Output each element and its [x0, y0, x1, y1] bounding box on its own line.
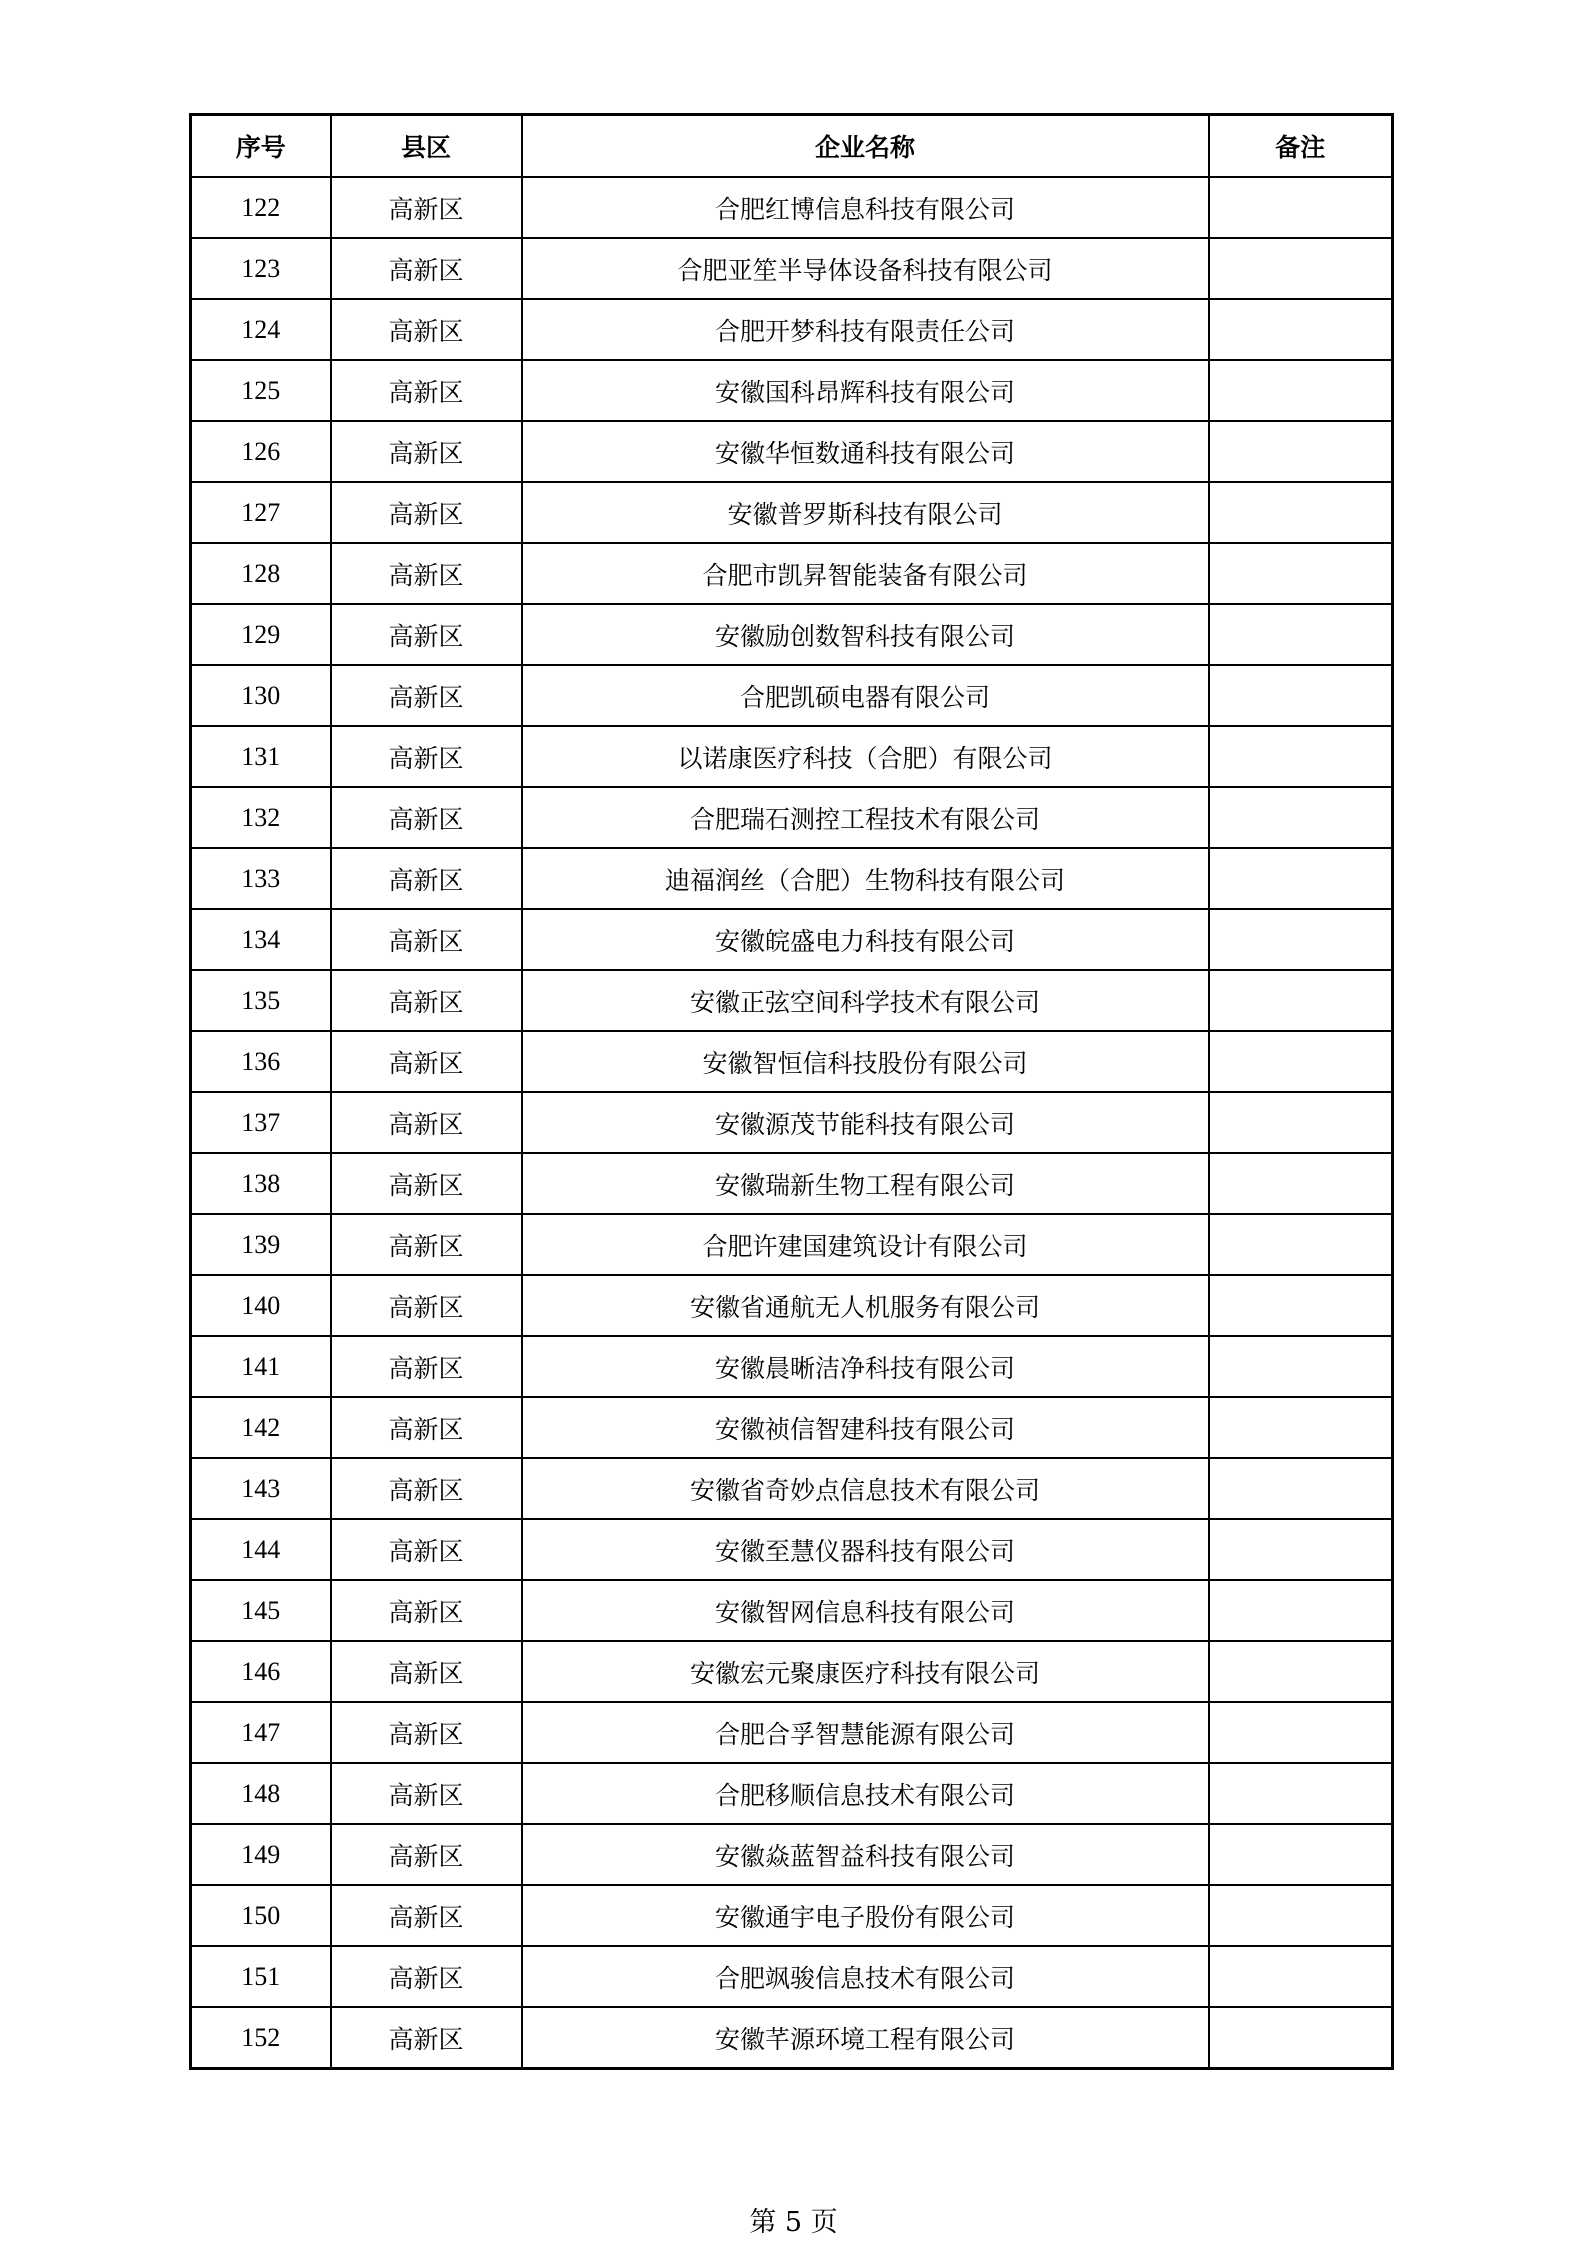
- table-row: [191, 909, 1393, 970]
- cell-company-name: 安徽华恒数通科技有限公司: [522, 421, 1209, 482]
- table-row: [191, 238, 1393, 299]
- cell-district: 高新区: [331, 1397, 522, 1458]
- cell-district: 高新区: [331, 543, 522, 604]
- cell-seq: 143: [191, 1458, 331, 1519]
- cell-note: [1209, 665, 1393, 726]
- table-row: [191, 1824, 1393, 1885]
- table-row: [191, 421, 1393, 482]
- cell-company-name: 安徽正弦空间科学技术有限公司: [522, 970, 1209, 1031]
- cell-note: [1209, 1946, 1393, 2007]
- enterprise-table: [189, 113, 1394, 2070]
- cell-note: [1209, 2007, 1393, 2069]
- cell-district: 高新区: [331, 909, 522, 970]
- cell-district: 高新区: [331, 1092, 522, 1153]
- cell-company-name: 安徽焱蓝智益科技有限公司: [522, 1824, 1209, 1885]
- cell-company-name: 安徽省通航无人机服务有限公司: [522, 1275, 1209, 1336]
- cell-seq: 141: [191, 1336, 331, 1397]
- table-row: [191, 787, 1393, 848]
- header-seq: 序号: [191, 115, 331, 178]
- cell-district: 高新区: [331, 2007, 522, 2069]
- cell-district: 高新区: [331, 1153, 522, 1214]
- cell-note: [1209, 1214, 1393, 1275]
- cell-note: [1209, 299, 1393, 360]
- cell-district: 高新区: [331, 1702, 522, 1763]
- cell-district: 高新区: [331, 1275, 522, 1336]
- cell-district: 高新区: [331, 177, 522, 238]
- cell-company-name: 安徽皖盛电力科技有限公司: [522, 909, 1209, 970]
- cell-note: [1209, 1397, 1393, 1458]
- cell-district: 高新区: [331, 1336, 522, 1397]
- table-row: [191, 1031, 1393, 1092]
- table-row: [191, 1763, 1393, 1824]
- table-row: [191, 665, 1393, 726]
- cell-seq: 151: [191, 1946, 331, 2007]
- cell-note: [1209, 1153, 1393, 1214]
- cell-note: [1209, 1092, 1393, 1153]
- cell-district: 高新区: [331, 1458, 522, 1519]
- cell-company-name: 合肥亚笙半导体设备科技有限公司: [522, 238, 1209, 299]
- cell-district: 高新区: [331, 848, 522, 909]
- cell-district: 高新区: [331, 1031, 522, 1092]
- cell-seq: 138: [191, 1153, 331, 1214]
- cell-note: [1209, 1519, 1393, 1580]
- table-row: [191, 1153, 1393, 1214]
- cell-district: 高新区: [331, 665, 522, 726]
- cell-district: 高新区: [331, 726, 522, 787]
- header-name: 企业名称: [522, 115, 1209, 178]
- cell-company-name: 安徽通宇电子股份有限公司: [522, 1885, 1209, 1946]
- cell-note: [1209, 787, 1393, 848]
- cell-seq: 133: [191, 848, 331, 909]
- table-row: [191, 1214, 1393, 1275]
- cell-note: [1209, 909, 1393, 970]
- cell-company-name: 安徽智网信息科技有限公司: [522, 1580, 1209, 1641]
- cell-note: [1209, 1580, 1393, 1641]
- cell-seq: 125: [191, 360, 331, 421]
- cell-note: [1209, 1824, 1393, 1885]
- cell-note: [1209, 1275, 1393, 1336]
- table-row: [191, 604, 1393, 665]
- table-row: [191, 848, 1393, 909]
- cell-seq: 147: [191, 1702, 331, 1763]
- table-row: [191, 1336, 1393, 1397]
- table-row: [191, 482, 1393, 543]
- cell-company-name: 以诺康医疗科技（合肥）有限公司: [522, 726, 1209, 787]
- cell-note: [1209, 1336, 1393, 1397]
- table-row: [191, 970, 1393, 1031]
- table-row: [191, 1275, 1393, 1336]
- cell-company-name: 合肥市凯昇智能装备有限公司: [522, 543, 1209, 604]
- table-row: [191, 1397, 1393, 1458]
- table-row: [191, 1885, 1393, 1946]
- cell-seq: 123: [191, 238, 331, 299]
- cell-note: [1209, 848, 1393, 909]
- cell-district: 高新区: [331, 299, 522, 360]
- cell-company-name: 合肥瑞石测控工程技术有限公司: [522, 787, 1209, 848]
- cell-district: 高新区: [331, 482, 522, 543]
- table-row: [191, 1702, 1393, 1763]
- cell-note: [1209, 238, 1393, 299]
- cell-note: [1209, 604, 1393, 665]
- cell-district: 高新区: [331, 1885, 522, 1946]
- table-body: [191, 177, 1393, 2069]
- cell-note: [1209, 1031, 1393, 1092]
- cell-note: [1209, 1702, 1393, 1763]
- cell-company-name: 合肥许建国建筑设计有限公司: [522, 1214, 1209, 1275]
- cell-company-name: 安徽智恒信科技股份有限公司: [522, 1031, 1209, 1092]
- cell-note: [1209, 482, 1393, 543]
- cell-seq: 144: [191, 1519, 331, 1580]
- cell-note: [1209, 1885, 1393, 1946]
- cell-note: [1209, 970, 1393, 1031]
- cell-note: [1209, 726, 1393, 787]
- table-header-row: [191, 115, 1393, 178]
- cell-district: 高新区: [331, 421, 522, 482]
- cell-seq: 131: [191, 726, 331, 787]
- table-row: [191, 726, 1393, 787]
- cell-note: [1209, 360, 1393, 421]
- header-district: 县区: [331, 115, 522, 178]
- cell-company-name: 安徽励创数智科技有限公司: [522, 604, 1209, 665]
- header-note: 备注: [1209, 115, 1393, 178]
- cell-district: 高新区: [331, 604, 522, 665]
- cell-seq: 145: [191, 1580, 331, 1641]
- cell-seq: 127: [191, 482, 331, 543]
- cell-company-name: 安徽源茂节能科技有限公司: [522, 1092, 1209, 1153]
- cell-note: [1209, 1763, 1393, 1824]
- cell-company-name: 安徽晨晰洁净科技有限公司: [522, 1336, 1209, 1397]
- cell-company-name: 合肥合孚智慧能源有限公司: [522, 1702, 1209, 1763]
- table-row: [191, 177, 1393, 238]
- cell-company-name: 安徽国科昂辉科技有限公司: [522, 360, 1209, 421]
- table-row: [191, 1092, 1393, 1153]
- cell-seq: 128: [191, 543, 331, 604]
- cell-company-name: 安徽至慧仪器科技有限公司: [522, 1519, 1209, 1580]
- cell-seq: 142: [191, 1397, 331, 1458]
- cell-note: [1209, 543, 1393, 604]
- cell-company-name: 合肥移顺信息技术有限公司: [522, 1763, 1209, 1824]
- cell-note: [1209, 1458, 1393, 1519]
- cell-seq: 146: [191, 1641, 331, 1702]
- table-row: [191, 299, 1393, 360]
- cell-district: 高新区: [331, 1519, 522, 1580]
- cell-seq: 139: [191, 1214, 331, 1275]
- cell-note: [1209, 177, 1393, 238]
- cell-company-name: 安徽祯信智建科技有限公司: [522, 1397, 1209, 1458]
- cell-company-name: 安徽芊源环境工程有限公司: [522, 2007, 1209, 2069]
- table-row: [191, 2007, 1393, 2069]
- cell-company-name: 安徽瑞新生物工程有限公司: [522, 1153, 1209, 1214]
- table-row: [191, 1519, 1393, 1580]
- table-row: [191, 1458, 1393, 1519]
- cell-district: 高新区: [331, 1946, 522, 2007]
- cell-company-name: 合肥飒骏信息技术有限公司: [522, 1946, 1209, 2007]
- cell-seq: 132: [191, 787, 331, 848]
- cell-seq: 134: [191, 909, 331, 970]
- cell-company-name: 合肥开梦科技有限责任公司: [522, 299, 1209, 360]
- cell-district: 高新区: [331, 238, 522, 299]
- cell-seq: 148: [191, 1763, 331, 1824]
- table-row: [191, 1946, 1393, 2007]
- cell-company-name: 迪福润丝（合肥）生物科技有限公司: [522, 848, 1209, 909]
- cell-seq: 150: [191, 1885, 331, 1946]
- cell-seq: 124: [191, 299, 331, 360]
- cell-seq: 136: [191, 1031, 331, 1092]
- cell-seq: 152: [191, 2007, 331, 2069]
- cell-district: 高新区: [331, 1214, 522, 1275]
- cell-company-name: 安徽普罗斯科技有限公司: [522, 482, 1209, 543]
- cell-company-name: 安徽宏元聚康医疗科技有限公司: [522, 1641, 1209, 1702]
- cell-district: 高新区: [331, 1824, 522, 1885]
- cell-district: 高新区: [331, 787, 522, 848]
- cell-district: 高新区: [331, 360, 522, 421]
- cell-seq: 135: [191, 970, 331, 1031]
- cell-district: 高新区: [331, 1641, 522, 1702]
- cell-seq: 140: [191, 1275, 331, 1336]
- cell-seq: 126: [191, 421, 331, 482]
- cell-company-name: 合肥红博信息科技有限公司: [522, 177, 1209, 238]
- table-row: [191, 543, 1393, 604]
- cell-seq: 129: [191, 604, 331, 665]
- cell-seq: 122: [191, 177, 331, 238]
- cell-company-name: 安徽省奇妙点信息技术有限公司: [522, 1458, 1209, 1519]
- page-number: 第 5 页: [749, 2207, 838, 2238]
- cell-district: 高新区: [331, 970, 522, 1031]
- table-row: [191, 1580, 1393, 1641]
- table-row: [191, 1641, 1393, 1702]
- cell-district: 高新区: [331, 1580, 522, 1641]
- cell-company-name: 合肥凯硕电器有限公司: [522, 665, 1209, 726]
- cell-note: [1209, 421, 1393, 482]
- cell-note: [1209, 1641, 1393, 1702]
- cell-seq: 130: [191, 665, 331, 726]
- cell-district: 高新区: [331, 1763, 522, 1824]
- table-row: [191, 360, 1393, 421]
- cell-seq: 137: [191, 1092, 331, 1153]
- cell-seq: 149: [191, 1824, 331, 1885]
